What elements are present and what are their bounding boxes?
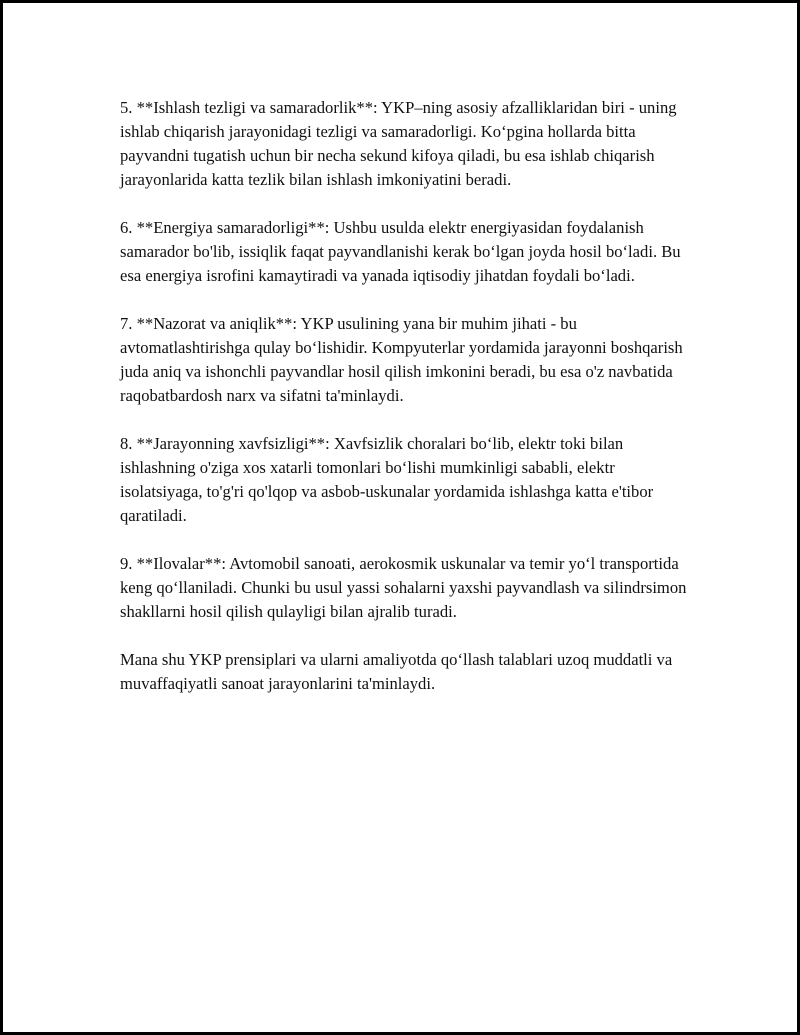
- document-body: [120, 96, 695, 720]
- paragraph-speed-efficiency: 5. **Ishlash tezligi va samaradorlik**: YKP–ning asosiy afzalliklaridan biri - uning ishlab chiqarish jarayonidagi tezligi va samaradorligi. Ko‘pgina hollarda bitta payvandni tugatish uchun bir necha sekund kifoya qiladi, bu esa ishlab chiqarish jarayonlarida katta tezlik bilan ishlash imkoniyatini beradi.: [120, 98, 677, 189]
- paragraph-energy-efficiency: 6. **Energiya samaradorligi**: Ushbu usulda elektr energiyasidan foydalanish samarador bo'lib, issiqlik faqat payvandlanishi kerak bo‘lgan joyda hosil bo‘ladi. Bu esa energiya isrofini kamaytiradi va yanada iqtisodiy jihatdan foydali bo‘ladi.: [120, 218, 681, 285]
- paragraph-process-safety: 8. **Jarayonning xavfsizligi**: Xavfsizlik choralari bo‘lib, elektr toki bilan ishlashning o'ziga xos xatarli tomonlari bo‘lishi mumkinligi sababli, elektr isolatsiyaga, to'g'ri qo'lqop va asbob-uskunalar yordamida ishlashga katta e'tibor qaratiladi.: [120, 434, 654, 525]
- paragraph-control-accuracy: 7. **Nazorat va aniqlik**: YKP usulining yana bir muhim jihati - bu avtomatlashtirishga qulay bo‘lishidir. Kompyuterlar yordamida jarayonni boshqarish juda aniq va ishonchli payvandlar hosil qilish imkonini beradi, bu esa o'z navbatida raqobatbardosh narx va sifatni ta'minlaydi.: [120, 314, 683, 405]
- paragraph-conclusion: Mana shu YKP prensiplari va ularni amaliyotda qo‘llash talablari uzoq muddatli va muvaffaqiyatli sanoat jarayonlarini ta'minlaydi.: [120, 650, 673, 693]
- paragraph-applications: 9. **Ilovalar**: Avtomobil sanoati, aerokosmik uskunalar va temir yo‘l transportida keng qo‘llaniladi. Chunki bu usul yassi sohalarni yaxshi payvandlash va silindrsimon shakllarni hosil qilish qulayligi bilan ajralib turadi.: [120, 554, 687, 621]
